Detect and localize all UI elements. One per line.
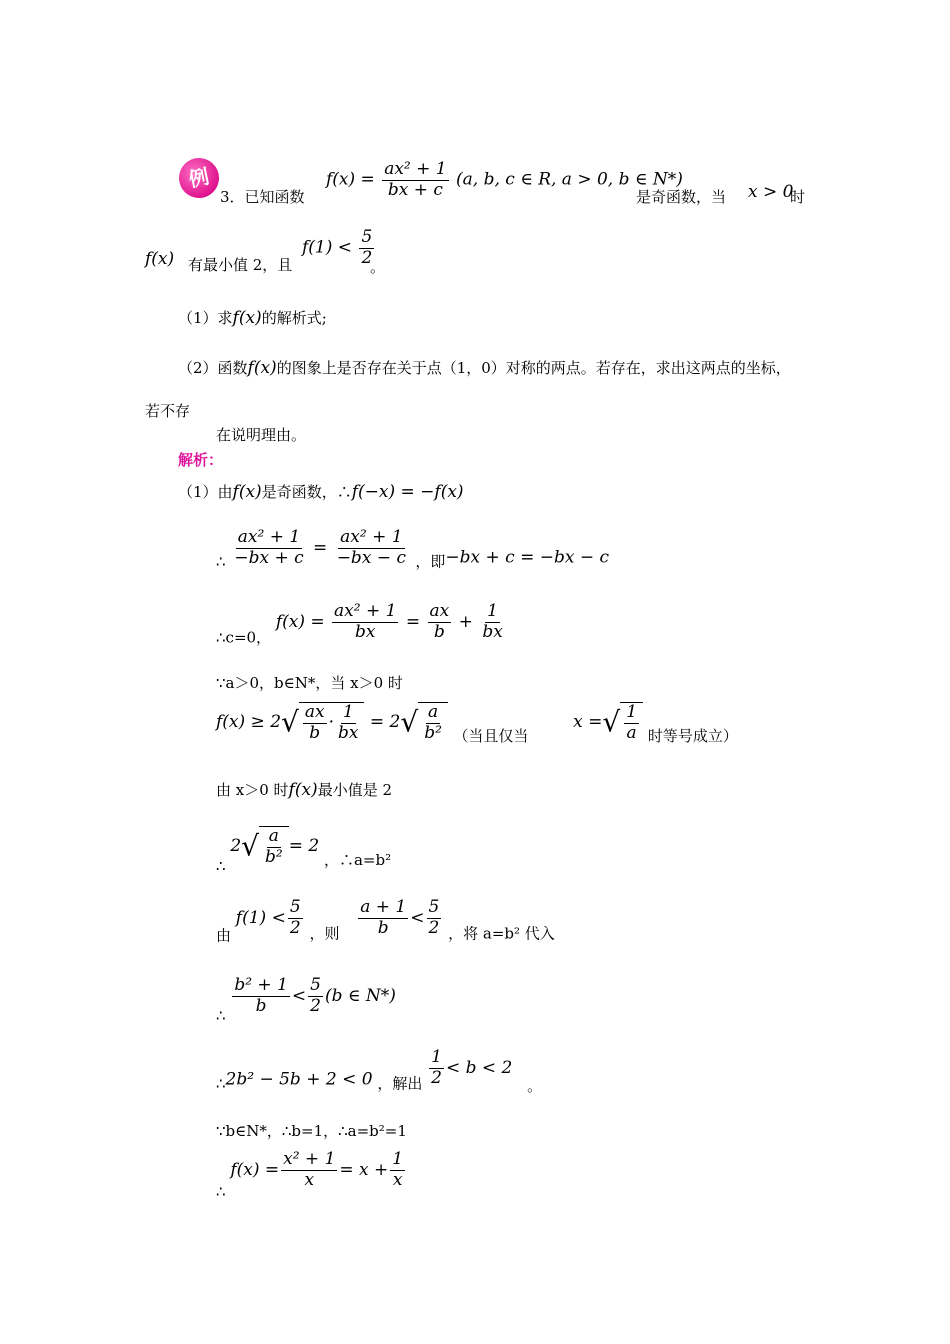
solution-label: 解析： xyxy=(178,451,224,469)
problem-number: 3．已知函数 xyxy=(220,188,305,206)
solution-step-4: ∵a＞0，b∈N*，当 x＞0 时 xyxy=(216,674,403,692)
solution-step-10: ∴2b² − 5b + 2 < 0 ，解出 $\frac{1}{2}$ < b < 2 。 xyxy=(216,1047,543,1095)
solution-step-1: （1）由f(x)是奇函数，∴f(−x) = −f(x) xyxy=(178,482,464,502)
question-2-cont: 若不存 xyxy=(145,402,191,420)
condition-f1: f(1) < $\frac{5}{2}$ xyxy=(302,227,373,268)
solution-step-11: ∵b∈N*，∴b=1，∴a=b²=1 xyxy=(216,1122,407,1140)
example-badge-icon: 例 xyxy=(175,154,222,201)
solution-step-8: 由 f(1) < $\frac{5}{2}$ ，则 $\frac{a + 1}{b}$ < $\frac{5}{2}$ ，将 a=b² 代入 xyxy=(216,897,555,945)
solution-step-5: f(x) ≥ 2√ $\frac{ax}{b}$ · $\frac{1}{bx}$ = 2√ $\frac{a}{\text{b²}}$ （当且仅当 x =√ $\frac{1}{a}$ 时等号成立） xyxy=(216,702,738,746)
solution-step-2: ∴ $\frac{\text{ax² + 1}}{-bx + c}$ = $\frac{\text{ax² + 1}}{-bx - c}$ ，即−bx + c = −bx − c xyxy=(216,527,610,571)
question-1: （1）求f(x)的解析式; xyxy=(178,308,327,328)
condition-x-positive: x > 0 xyxy=(748,182,794,202)
solution-step-3: ∴c=0， f(x) = $\frac{\text{ax² + 1}}{bx}$ = $\frac{ax}{b}$ + $\frac{1}{bx}$ xyxy=(216,601,503,647)
text-min-value: 有最小值 2，且 xyxy=(188,256,293,274)
question-2: （2）函数f(x)的图象上是否存在关于点（1，0）对称的两点。若存在，求出这两点的坐标， xyxy=(178,358,791,378)
solution-step-12: ∴ f(x) = $\frac{\text{x² + 1}}{x}$ = x + $\frac{1}{x}$ xyxy=(216,1149,404,1201)
text-when: 时 xyxy=(790,188,806,206)
solution-step-6: 由 x＞0 时f(x)最小值是 2 xyxy=(216,780,393,800)
solution-step-7: ∴ 2√ $\frac{a}{\text{b²}}$ = 2 ，∴a=b² xyxy=(216,826,392,876)
question-2-end: 在说明理由。 xyxy=(216,426,307,444)
function-definition: f(x) = $\frac{\text{ax² + 1}}{bx + c}$ (a, b, c ∈ R, a > 0, b ∈ N*) xyxy=(326,159,683,200)
period: 。 xyxy=(370,258,386,276)
solution-step-9: ∴ $\frac{\text{b² + 1}}{b}$ < $\frac{5}{2}$ (b ∈ N*) xyxy=(216,975,396,1025)
fx-inline: f(x) xyxy=(145,249,175,269)
text-odd-function: 是奇函数，当 xyxy=(636,188,727,206)
